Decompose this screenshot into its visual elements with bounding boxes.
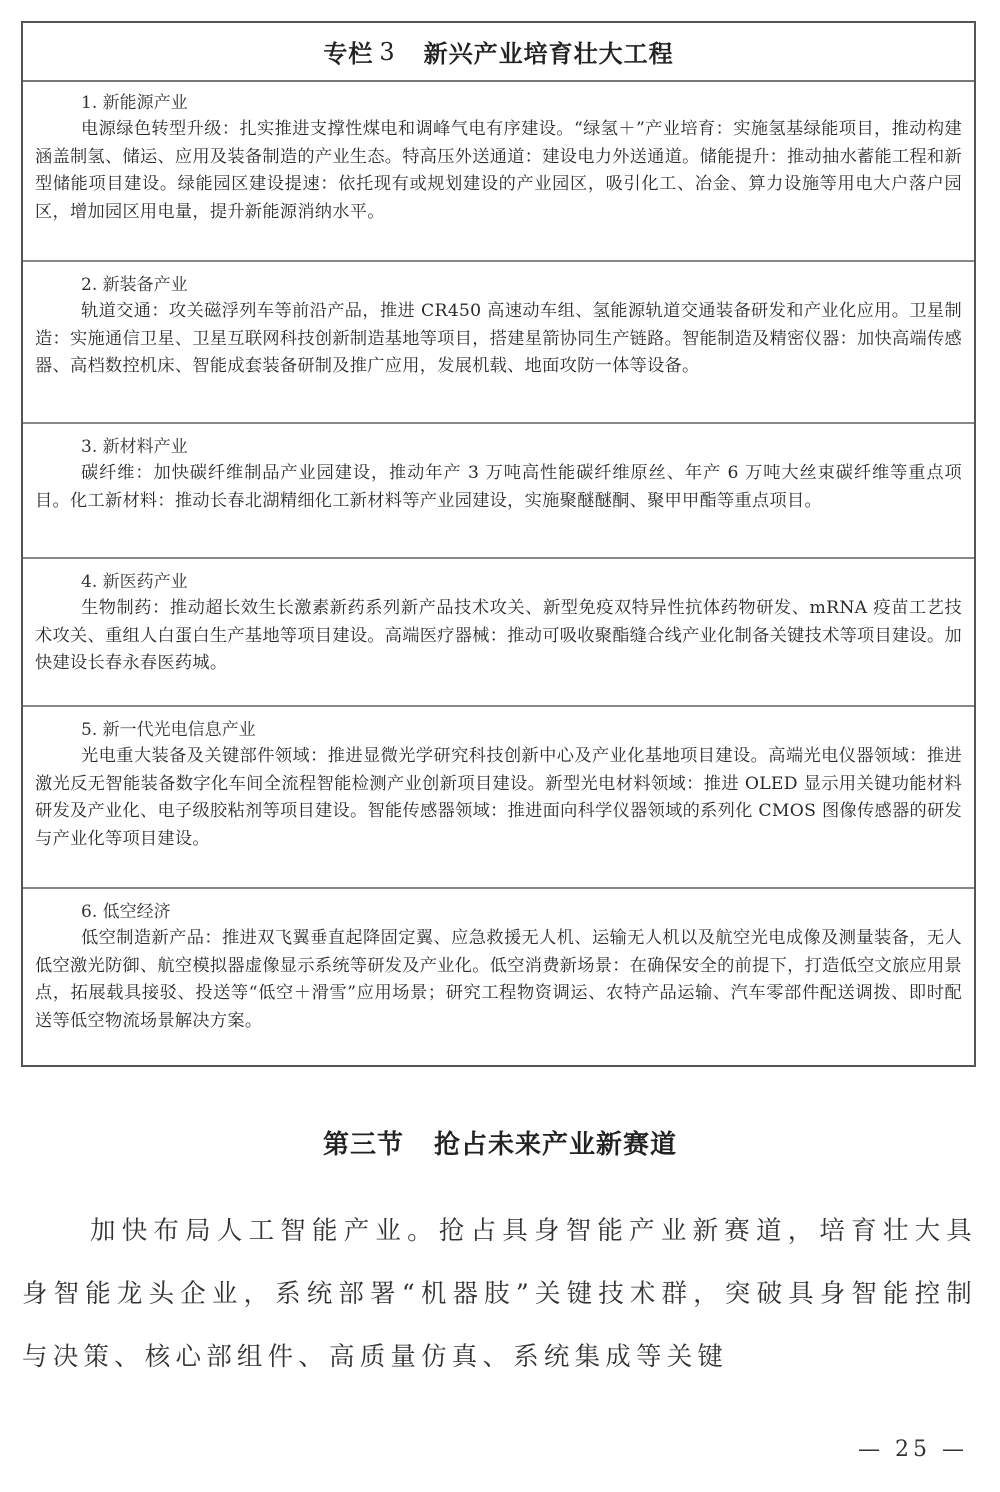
box-section-new-materials: [23, 424, 974, 559]
section-heading: 2. 新装备产业: [81, 275, 188, 295]
section-body: 生物制药：推动超长效生长激素新药系列新产品技术攻关、新型免疫双特异性抗体药物研发、mRNA 疫苗工艺技术攻关、重组人白蛋白生产基地等项目建设。高端医疗器械：推动可吸收聚酯缝合线产业化制备关键技术等项目建设。加快建设长春永春医药城。: [35, 598, 962, 673]
box-title-number: 3: [379, 37, 396, 66]
box-section-new-energy: [23, 80, 974, 262]
section-body: 低空制造新产品：推进双飞翼垂直起降固定翼、应急救援无人机、运输无人机以及航空光电成像及测量装备，无人低空激光防御、航空模拟器虚像显示系统等研发及产业化。低空消费新场景：在确保安全的前提下，打造低空文旅应用景点，拓展载具接驳、投送等“低空＋滑雪”应用场景；研究工程物资调运、农特产品运输、汽车零部件配送调拨、即时配送等低空物流场景解决方案。: [35, 928, 962, 1031]
box-section-new-medicine: [23, 559, 974, 707]
box-title: [23, 23, 974, 82]
section-body: 轨道交通：攻关磁浮列车等前沿产品，推进 CR450 高速动车组、氢能源轨道交通装备研发和产业化应用。卫星制造：实施通信卫星、卫星互联网科技创新制造基地等项目，搭建星箭协同生产链路。智能制造及精密仪器：加快高端传感器、高档数控机床、智能成套装备研制及推广应用，发展机载、地面攻防一体等设备。: [35, 301, 962, 376]
section-title-text: 抢占未来产业新赛道: [434, 1130, 678, 1160]
section-body: 电源绿色转型升级：扎实推进支撑性煤电和调峰气电有序建设。“绿氢＋”产业培育：实施氢基绿能项目，推动构建涵盖制氢、储运、应用及装备制造的产业生态。特高压外送通道：建设电力外送通道。储能提升：推动抽水蓄能工程和新型储能项目建设。绿能园区建设提速：依托现有或规划建设的产业园区，吸引化工、冶金、算力设施等用电大户落户园区，增加园区用电量，提升新能源消纳水平。: [35, 119, 962, 222]
body-paragraph: 加快布局人工智能产业。抢占具身智能产业新赛道，培育壮大具身智能龙头企业，系统部署“机器肢”关键技术群，突破具身智能控制与决策、核心部组件、高质量仿真、系统集成等关键: [22, 1216, 977, 1372]
section-body: 碳纤维：加快碳纤维制品产业园建设，推动年产 3 万吨高性能碳纤维原丝、年产 6 万吨大丝束碳纤维等重点项目。化工新材料：推动长春北湖精细化工新材料等产业园建设，实施聚醚醚酮、聚甲甲酯等重点项目。: [35, 463, 962, 511]
feature-box: [21, 21, 976, 1067]
box-section-low-altitude: [23, 889, 974, 1065]
section-body: 光电重大装备及关键部件领域：推进显微光学研究科技创新中心及产业化基地项目建设。高端光电仪器领域：推进激光反无智能装备数字化车间全流程智能检测产业创新项目建设。新型光电材料领域：推进 OLED 显示用关键功能材料研发及产业化、电子级胶粘剂等项目建设。智能传感器领域：推进面向科学仪器领域的系列化 CMOS 图像传感器的研发与产业化等项目建设。: [35, 746, 962, 849]
section-heading: 5. 新一代光电信息产业: [81, 720, 256, 740]
section-number: 第三节: [322, 1130, 404, 1160]
box-title-prefix: 专栏: [323, 40, 374, 68]
section-heading: 6. 低空经济: [81, 902, 171, 922]
page-number: — 25 —: [858, 1437, 968, 1462]
box-section-new-equipment: [23, 262, 974, 424]
section-heading: 1. 新能源产业: [81, 93, 188, 113]
section-title: [0, 1124, 1000, 1161]
box-title-text: 新兴产业培育壮大工程: [423, 40, 674, 68]
box-section-optoelectronics: [23, 707, 974, 889]
section-heading: 4. 新医药产业: [81, 572, 188, 592]
section-heading: 3. 新材料产业: [81, 437, 188, 457]
